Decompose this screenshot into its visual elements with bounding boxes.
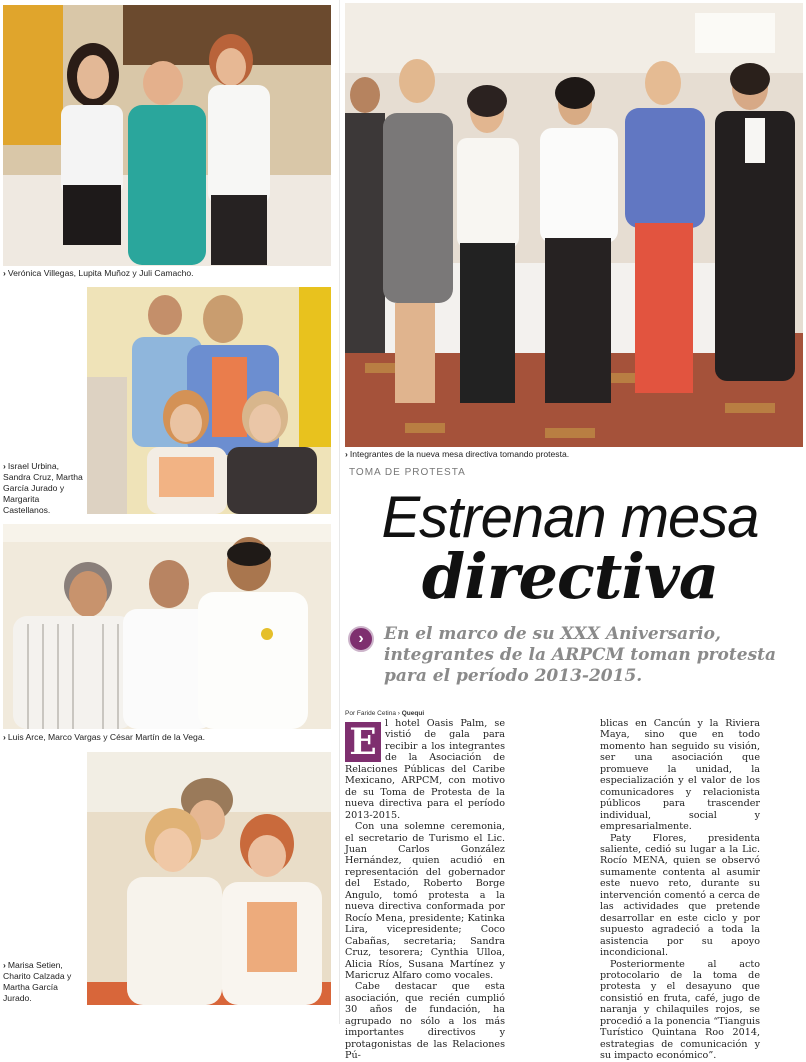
photo-israel-sandra-martha-margarita: [87, 287, 331, 514]
section-label: TOMA DE PROTESTA: [349, 467, 466, 478]
body-paragraph: Posteriormente al acto protocolario de la toma de protesta y el desayuno que consistió en fruta, café, jugo de naranja y chilaquiles rojos, se procedió a la ponencia “Tianguis Turístico Quintana Roo 2014, estrategias de comunicación y su impacto económico”.: [600, 958, 760, 1062]
body-text: l hotel Oasis Palm, se vistió de gala para recibir a los integrantes de la Asociación de Relaciones Públicas del Caribe Mexicano, ARPCM, con motivo de su Toma de Protesta de la nueva directiva para el período 2013-2015.: [345, 718, 505, 821]
column-rule: [339, 0, 340, 1024]
headline-line-1: Estrenan mesa: [381, 485, 759, 550]
drop-cap: E: [345, 722, 381, 762]
caption-text: Verónica Villegas, Lupita Muñoz y Juli Camacho.: [7, 268, 194, 278]
caption-text: Integrantes de la nueva mesa directiva tomando protesta.: [349, 449, 570, 459]
body-paragraph: Paty Flores, presidenta saliente, cedió su lugar a la Lic. Rocío MENA, quien se observó sumamente contenta al asumir este nuevo reto, durante su intervención comentó a cerca de las actividades que pretende desarrollar en este ciclo y por supuesto agradeció a toda la asistencia por su apoyo incondicional.: [600, 832, 760, 959]
caption-arrow: ›: [3, 732, 6, 742]
byline-place: Quequi: [401, 710, 425, 717]
caption-photo-1: [3, 268, 333, 279]
caption-text: Marisa Setien, Charito Calzada y Martha García Jurado.: [3, 960, 72, 1003]
body-paragraph: [345, 718, 505, 821]
caption-arrow: ›: [3, 960, 6, 970]
deck-subtitle: En el marco de su XXX Aniversario, integrantes de la ARPCM toman protesta para el período 2013-2015.: [384, 624, 777, 686]
caption-photo-2: [3, 461, 83, 516]
caption-arrow: ›: [3, 268, 6, 278]
body-column-1: [345, 718, 505, 1062]
chevron-right-icon: ›: [348, 626, 374, 652]
headline-line-2: directiva: [421, 540, 719, 613]
photo-marisa-charito-martha: [87, 752, 331, 1005]
caption-photo-3: [3, 732, 333, 743]
caption-main-photo: [345, 449, 805, 460]
caption-text: Israel Urbina, Sandra Cruz, Martha García Jurado y Margarita Castellanos.: [3, 461, 83, 515]
caption-arrow: ›: [345, 449, 348, 459]
body-paragraph: Cabe destacar que esta asociación, que recién cumplió 30 años de fundación, ha agrupado no sólo a los más importantes directivos y protagonistas de las Relaciones Pú-: [345, 981, 505, 1062]
body-paragraph: blicas en Cancún y la Riviera Maya, sino que en todo momento han seguido su visión, ser una asociación que promueve la unidad, la especialización y el valor de los comunicadores y relacionista públicos para trascender individual, social y empresarialmente.: [600, 718, 760, 833]
body-column-2: [600, 718, 760, 1062]
photo-luis-marco-cesar: [3, 524, 331, 729]
photo-main-mesa-directiva: [345, 3, 803, 447]
caption-arrow: ›: [3, 461, 6, 471]
byline: [345, 710, 424, 717]
caption-text: Luis Arce, Marco Vargas y César Martín de la Vega.: [7, 732, 205, 742]
body-paragraph: Con una solemne ceremonia, el secretario de Turismo el Lic. Juan Carlos González Hernández, quien acudió en representación del gobernador del Estado, Roberto Borge Angulo, tomó protesta a la nueva directiva conformada por Rocío Mena, presidente; Katinka Lira, vicepresidente; Coco Cabañas, secretaria; Sandra Cruz, tesorera; Cynthia Ulloa, Alicia Ríos, Susana Martínez y Maricruz Alfaro como vocales.: [345, 821, 505, 981]
photo-veronica-lupita-juli: [3, 5, 331, 266]
caption-photo-4: [3, 960, 83, 1004]
byline-author: Por Faride Cetina ›: [345, 710, 400, 717]
